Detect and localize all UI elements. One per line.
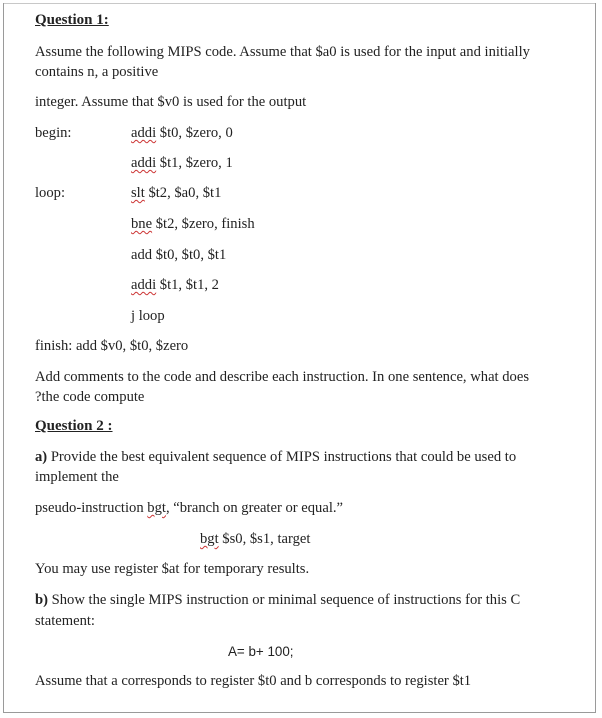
c-statement: A= b+ 100; <box>228 644 294 659</box>
q1-task-line-2: ?the code compute <box>35 389 145 405</box>
q1-intro-line-3: integer. Assume that $v0 is used for the output <box>35 94 307 110</box>
code-line-1-op: addi <box>131 125 157 141</box>
temp-register-note: You may use register $at for temporary results. <box>35 561 310 577</box>
code-line-1-args: $t0, $zero, 0 <box>156 125 233 141</box>
pseudo-op: bgt <box>147 500 166 516</box>
label-begin: begin: <box>35 125 72 141</box>
code-line-4-op: bne <box>131 216 153 232</box>
code-line-1 <box>131 125 233 142</box>
q2-part-b-line-1 <box>35 592 520 609</box>
code-line-3-op: slt <box>131 185 145 201</box>
pseudo-instruction-line <box>35 500 343 517</box>
label-loop: loop: <box>35 185 65 201</box>
code-line-5: add $t0, $t0, $t1 <box>131 247 227 263</box>
part-a-text: Provide the best equivalent sequence of MIPS instructions that could be used to <box>47 449 517 465</box>
code-line-4 <box>131 216 255 233</box>
code-line-7: j loop <box>131 308 165 324</box>
bgt-args: $s0, $s1, target <box>218 531 311 547</box>
code-line-6 <box>131 277 219 294</box>
assume-register-line: Assume that a corresponds to register $t0 and b corresponds to register $t1 <box>35 673 472 689</box>
code-line-2-args: $t1, $zero, 1 <box>156 155 233 171</box>
code-line-3-args: $t2, $a0, $t1 <box>144 185 222 201</box>
part-a-label: a) <box>35 449 48 465</box>
code-line-6-op: addi <box>131 277 157 293</box>
q1-intro-line-2: contains n, a positive <box>35 64 159 80</box>
pseudo-prefix: pseudo-instruction <box>35 500 148 516</box>
question-2-heading: Question 2 : <box>35 418 113 434</box>
pseudo-suffix: , “branch on greater or equal.” <box>165 500 343 516</box>
code-line-3 <box>131 185 221 202</box>
part-b-label: b) <box>35 592 48 608</box>
q2-part-b-line-2: statement: <box>35 613 95 629</box>
code-line-4-args: $t2, $zero, finish <box>152 216 255 232</box>
q2-part-a-line-2: implement the <box>35 469 119 485</box>
bgt-instruction-line <box>200 531 310 548</box>
q1-task-line-1: Add comments to the code and describe each instruction. In one sentence, what does <box>35 369 529 385</box>
q2-part-a-line-1 <box>35 449 516 466</box>
q1-intro-line-1: Assume the following MIPS code. Assume that $a0 is used for the input and initially <box>35 44 530 60</box>
bgt-op: bgt <box>200 531 219 547</box>
part-b-text: Show the single MIPS instruction or minimal sequence of instructions for this C <box>47 592 521 608</box>
code-line-2 <box>131 155 233 172</box>
question-1-heading: Question 1: <box>35 12 109 28</box>
code-line-6-args: $t1, $t1, 2 <box>156 277 219 293</box>
code-finish-line: finish: add $v0, $t0, $zero <box>35 338 189 354</box>
code-line-2-op: addi <box>131 155 157 171</box>
